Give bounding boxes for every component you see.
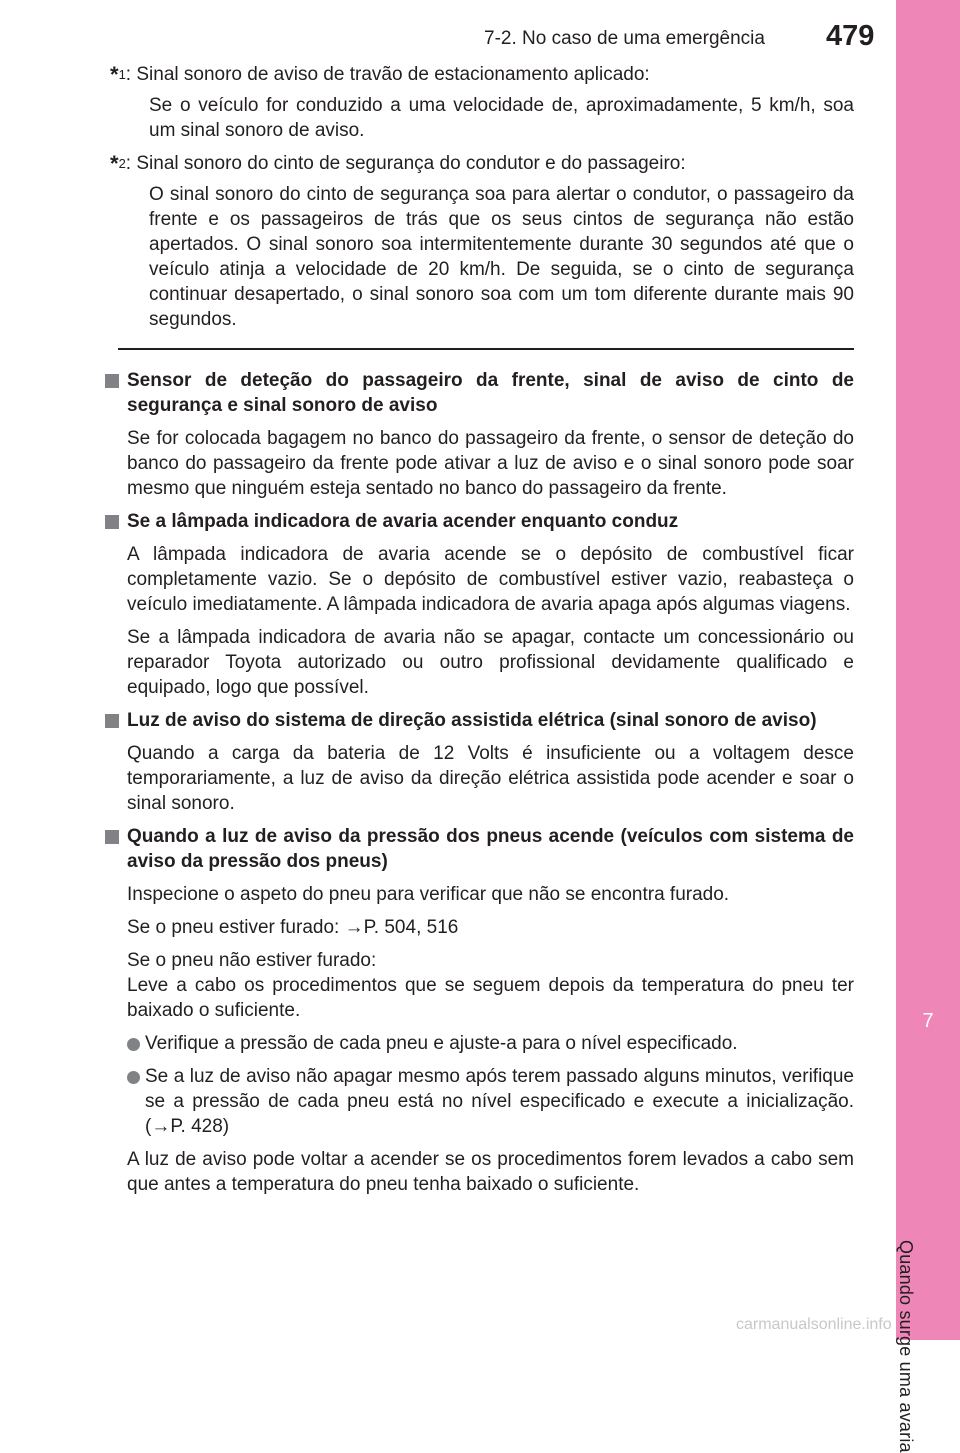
footnote-marker: * xyxy=(110,151,119,176)
section-title: 7-2. No caso de uma emergência xyxy=(484,28,765,49)
section-heading-tire-pressure: Quando a luz de aviso da pressão dos pneus acende (veículos com sistema de aviso da pressão dos pneus) xyxy=(118,824,854,874)
watermark: carmanualsonline.info xyxy=(736,1316,892,1333)
divider xyxy=(118,348,854,350)
chapter-number: 7 xyxy=(922,1010,934,1032)
paragraph: A lâmpada indicadora de avaria acende se o depósito de combustível ficar completamente vazio. Se o depósito de combustível estiver vazio, reabasteça o veículo imediatamente. A lâmpada indicadora de avaria apaga após algumas viagens. xyxy=(127,544,854,615)
square-bullet-icon xyxy=(105,830,119,844)
chapter-tab xyxy=(896,0,960,1340)
paragraph: A luz de aviso pode voltar a acender se os procedimentos forem levados a cabo sem que antes a temperatura do pneu tenha baixado o suficiente. xyxy=(127,1149,854,1195)
footnote-title: : Sinal sonoro de aviso de travão de estacionamento aplicado: xyxy=(125,64,650,85)
footnote-body: O sinal sonoro do cinto de segurança soa para alertar o condutor, o passageiro da frente e os passageiros de trás que os seus cintos de segurança não estão apertados. O sinal sonoro soa intermitentemente durante 30 segundos até que o veículo atinja a velocidade de 20 km/h. De seguida, se o cinto de segurança continuar desapertado, o sinal sonoro soa com um tom diferente durante mais 90 segundos. xyxy=(149,184,854,330)
paragraph: Inspecione o aspeto do pneu para verificar que não se encontra furado. xyxy=(127,884,730,905)
round-bullet-icon xyxy=(127,1071,140,1084)
footnote-marker: * xyxy=(110,62,119,87)
page-header xyxy=(0,0,896,50)
paragraph: Se a lâmpada indicadora de avaria não se apagar, contacte um concessionário ou reparador Toyota autorizado ou outro profissional devidamente qualificado e equipado, logo que possível. xyxy=(127,627,854,698)
page-content xyxy=(110,62,854,1205)
footnote-2 xyxy=(110,151,854,332)
list-item: Verifique a pressão de cada pneu e ajuste-a para o nível especificado. xyxy=(118,1031,854,1056)
paragraph: Se for colocada bagagem no banco do passageiro da frente, o sensor de deteção do banco do passageiro da frente pode ativar a luz de aviso e o sinal sonoro pode soar mesmo que ninguém esteja sentado no banco do passageiro da frente. xyxy=(127,428,854,499)
square-bullet-icon xyxy=(105,515,119,529)
paragraph: Se o pneu não estiver furado: Leve a cabo os procedimentos que se seguem depois da temperatura do pneu ter baixado o suficiente. xyxy=(127,950,854,1021)
footnote-title: : Sinal sonoro do cinto de segurança do condutor e do passageiro: xyxy=(125,153,686,174)
section-heading-power-steering: Luz de aviso do sistema de direção assistida elétrica (sinal sonoro de aviso) xyxy=(118,708,854,733)
section-heading-passenger-sensor: Sensor de deteção do passageiro da frente, sinal de aviso de cinto de segurança e sinal sonoro de aviso xyxy=(118,368,854,418)
section-heading-malfunction-lamp: Se a lâmpada indicadora de avaria acender enquanto conduz xyxy=(118,509,854,534)
footnote-body: Se o veículo for conduzido a uma velocidade de, aproximadamente, 5 km/h, soa um sinal sonoro de aviso. xyxy=(149,95,854,141)
square-bullet-icon xyxy=(105,374,119,388)
square-bullet-icon xyxy=(105,714,119,728)
page-number: 479 xyxy=(826,20,875,52)
footnote-number: 2 xyxy=(118,156,126,171)
footnote-number: 1 xyxy=(118,67,126,82)
paragraph: Quando a carga da bateria de 12 Volts é insuficiente ou a voltagem desce temporariamente, a luz de aviso da direção elétrica assistida pode acender e soar o sinal sonoro. xyxy=(127,743,854,814)
list-item: Se a luz de aviso não apagar mesmo após terem passado alguns minutos, verifique se a pressão de cada pneu está no nível especificado e execute a inicialização. (→P. 428) xyxy=(118,1064,854,1139)
round-bullet-icon xyxy=(127,1038,140,1051)
footnote-1 xyxy=(110,62,854,143)
chapter-title: Quando surge uma avaria xyxy=(896,1240,916,1453)
paragraph-reference: Se o pneu estiver furado: →P. 504, 516 xyxy=(127,917,459,938)
